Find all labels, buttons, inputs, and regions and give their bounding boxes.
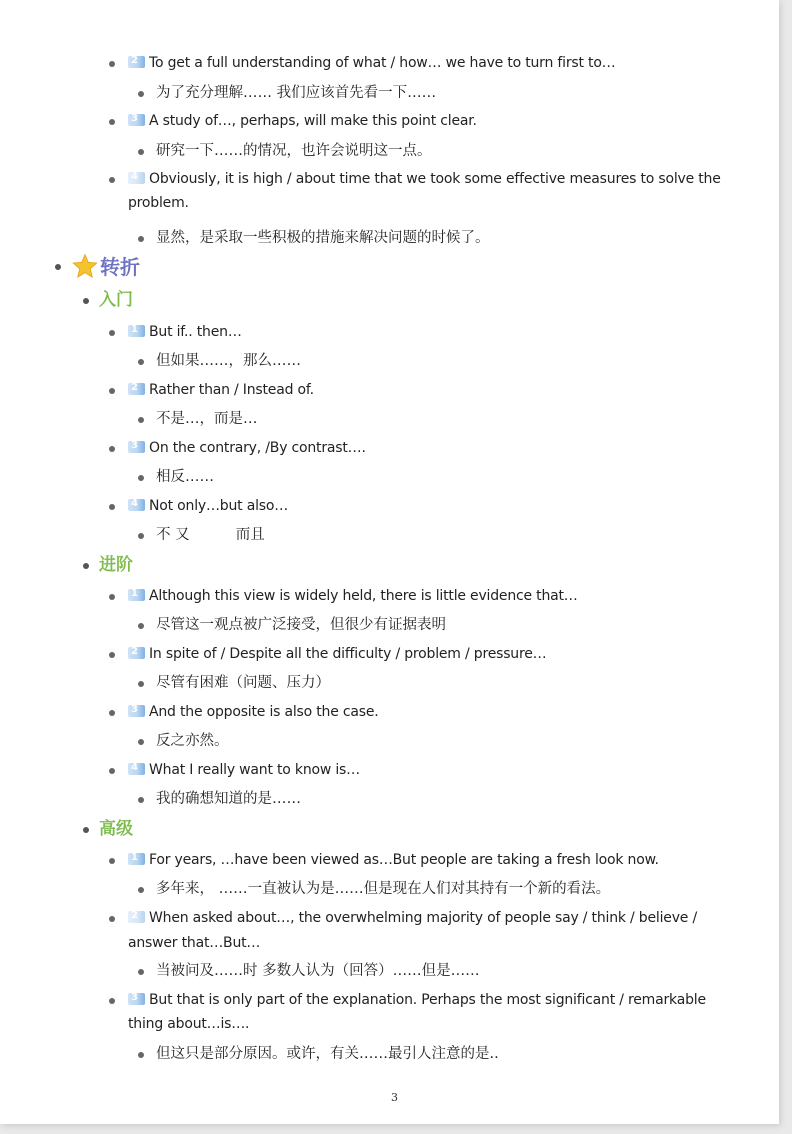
english-phrase-continued: answer that…But… xyxy=(128,935,261,951)
english-phrase: To get a full understanding of what / how… we have to turn first to… xyxy=(149,55,616,71)
bullet xyxy=(109,916,115,922)
bullet xyxy=(83,563,89,569)
english-phrase-continued: problem. xyxy=(128,195,189,211)
bullet xyxy=(138,681,144,687)
section-title: 转折 xyxy=(100,255,140,279)
number-badge-icon: 3 xyxy=(128,705,145,717)
list-item xyxy=(128,586,578,606)
chinese-translation: 不 又 而且 xyxy=(156,527,265,543)
english-phrase: Not only…but also… xyxy=(149,498,289,514)
english-phrase: For years, …have been viewed as…But people are taking a fresh look now. xyxy=(149,852,659,868)
bullet xyxy=(55,264,61,270)
chinese-translation: 尽管有困难（问题、压力） xyxy=(156,675,330,691)
chinese-translation: 但这只是部分原因。或许，有关……最引人注意的是.. xyxy=(156,1046,499,1062)
bullet xyxy=(138,623,144,629)
list-item xyxy=(128,496,288,516)
list-item xyxy=(128,322,242,342)
bullet xyxy=(109,652,115,658)
list-item xyxy=(128,702,379,722)
english-phrase: And the opposite is also the case. xyxy=(149,704,379,720)
english-phrase: On the contrary, /By contrast…. xyxy=(149,440,366,456)
chinese-translation: 相反…… xyxy=(156,469,214,485)
list-item xyxy=(128,908,697,928)
bullet xyxy=(109,446,115,452)
chinese-translation: 不是…，而是… xyxy=(156,411,258,427)
number-badge-icon: 4 xyxy=(128,499,145,511)
chinese-translation: 为了充分理解…… 我们应该首先看一下…… xyxy=(156,85,437,101)
bullet xyxy=(138,417,144,423)
bullet xyxy=(109,330,115,336)
chinese-translation: 但如果……，那么…… xyxy=(156,353,301,369)
chinese-translation: 反之亦然。 xyxy=(156,733,229,749)
bullet xyxy=(138,887,144,893)
english-phrase: A study of…, perhaps, will make this point clear. xyxy=(149,113,477,129)
chinese-translation: 多年来， ……一直被认为是……但是现在人们对其持有一个新的看法。 xyxy=(156,881,611,897)
bullet xyxy=(83,298,89,304)
number-badge-icon: 4 xyxy=(128,172,145,184)
number-badge-icon: 3 xyxy=(128,114,145,126)
bullet xyxy=(138,739,144,745)
bullet xyxy=(109,119,115,125)
english-phrase: In spite of / Despite all the difficulty / problem / pressure… xyxy=(149,646,547,662)
bullet xyxy=(109,710,115,716)
bullet xyxy=(109,504,115,510)
number-badge-icon: 2 xyxy=(128,911,145,923)
list-item xyxy=(128,644,546,664)
bullet xyxy=(138,91,144,97)
number-badge-icon: 2 xyxy=(128,383,145,395)
bullet xyxy=(109,388,115,394)
bullet xyxy=(109,594,115,600)
number-badge-icon: 3 xyxy=(128,993,145,1005)
bullet xyxy=(109,858,115,864)
list-item xyxy=(128,990,706,1010)
subsection-title: 进阶 xyxy=(99,555,133,575)
number-badge-icon: 1 xyxy=(128,589,145,601)
bullet xyxy=(138,236,144,242)
bullet xyxy=(138,797,144,803)
number-badge-icon: 2 xyxy=(128,647,145,659)
page-number: 3 xyxy=(391,1091,398,1104)
chinese-translation: 研究一下……的情况，也许会说明这一点。 xyxy=(156,143,432,159)
bullet xyxy=(109,768,115,774)
bullet xyxy=(109,998,115,1004)
subsection-title: 高级 xyxy=(99,819,133,839)
chinese-translation: 尽管这一观点被广泛接受，但很少有证据表明 xyxy=(156,617,446,633)
chinese-translation: 显然，是采取一些积极的措施来解决问题的时候了。 xyxy=(156,230,490,246)
number-badge-icon: 4 xyxy=(128,763,145,775)
bullet xyxy=(109,61,115,67)
english-phrase: What I really want to know is… xyxy=(149,762,360,778)
bullet xyxy=(138,475,144,481)
number-badge-icon: 3 xyxy=(128,441,145,453)
bullet xyxy=(83,827,89,833)
list-item xyxy=(128,380,314,400)
chinese-translation: 当被问及……时 多数人认为（回答）……但是…… xyxy=(156,963,480,979)
bullet xyxy=(109,177,115,183)
bullet xyxy=(138,149,144,155)
section-heading xyxy=(72,253,140,280)
bullet xyxy=(138,969,144,975)
english-phrase: But that is only part of the explanation. Perhaps the most significant / remarkable xyxy=(149,992,706,1008)
list-item xyxy=(128,850,659,870)
english-phrase: Although this view is widely held, there is little evidence that… xyxy=(149,588,578,604)
bullet xyxy=(138,1052,144,1058)
bullet xyxy=(138,359,144,365)
list-item xyxy=(128,111,477,131)
english-phrase: Obviously, it is high / about time that we took some effective measures to solve the xyxy=(149,171,721,187)
english-phrase: But if.. then… xyxy=(149,324,242,340)
subsection-title: 入门 xyxy=(99,290,133,310)
english-phrase-continued: thing about…is…. xyxy=(128,1016,250,1032)
list-item xyxy=(128,169,721,189)
chinese-translation: 我的确想知道的是…… xyxy=(156,791,301,807)
bullet xyxy=(138,533,144,539)
english-phrase: Rather than / Instead of. xyxy=(149,382,314,398)
number-badge-icon: 1 xyxy=(128,325,145,337)
number-badge-icon: 2 xyxy=(128,56,145,68)
star-icon xyxy=(72,253,98,279)
english-phrase: When asked about…, the overwhelming majority of people say / think / believe / xyxy=(149,910,697,926)
list-item xyxy=(128,438,366,458)
list-item xyxy=(128,53,615,73)
number-badge-icon: 1 xyxy=(128,853,145,865)
list-item xyxy=(128,760,360,780)
